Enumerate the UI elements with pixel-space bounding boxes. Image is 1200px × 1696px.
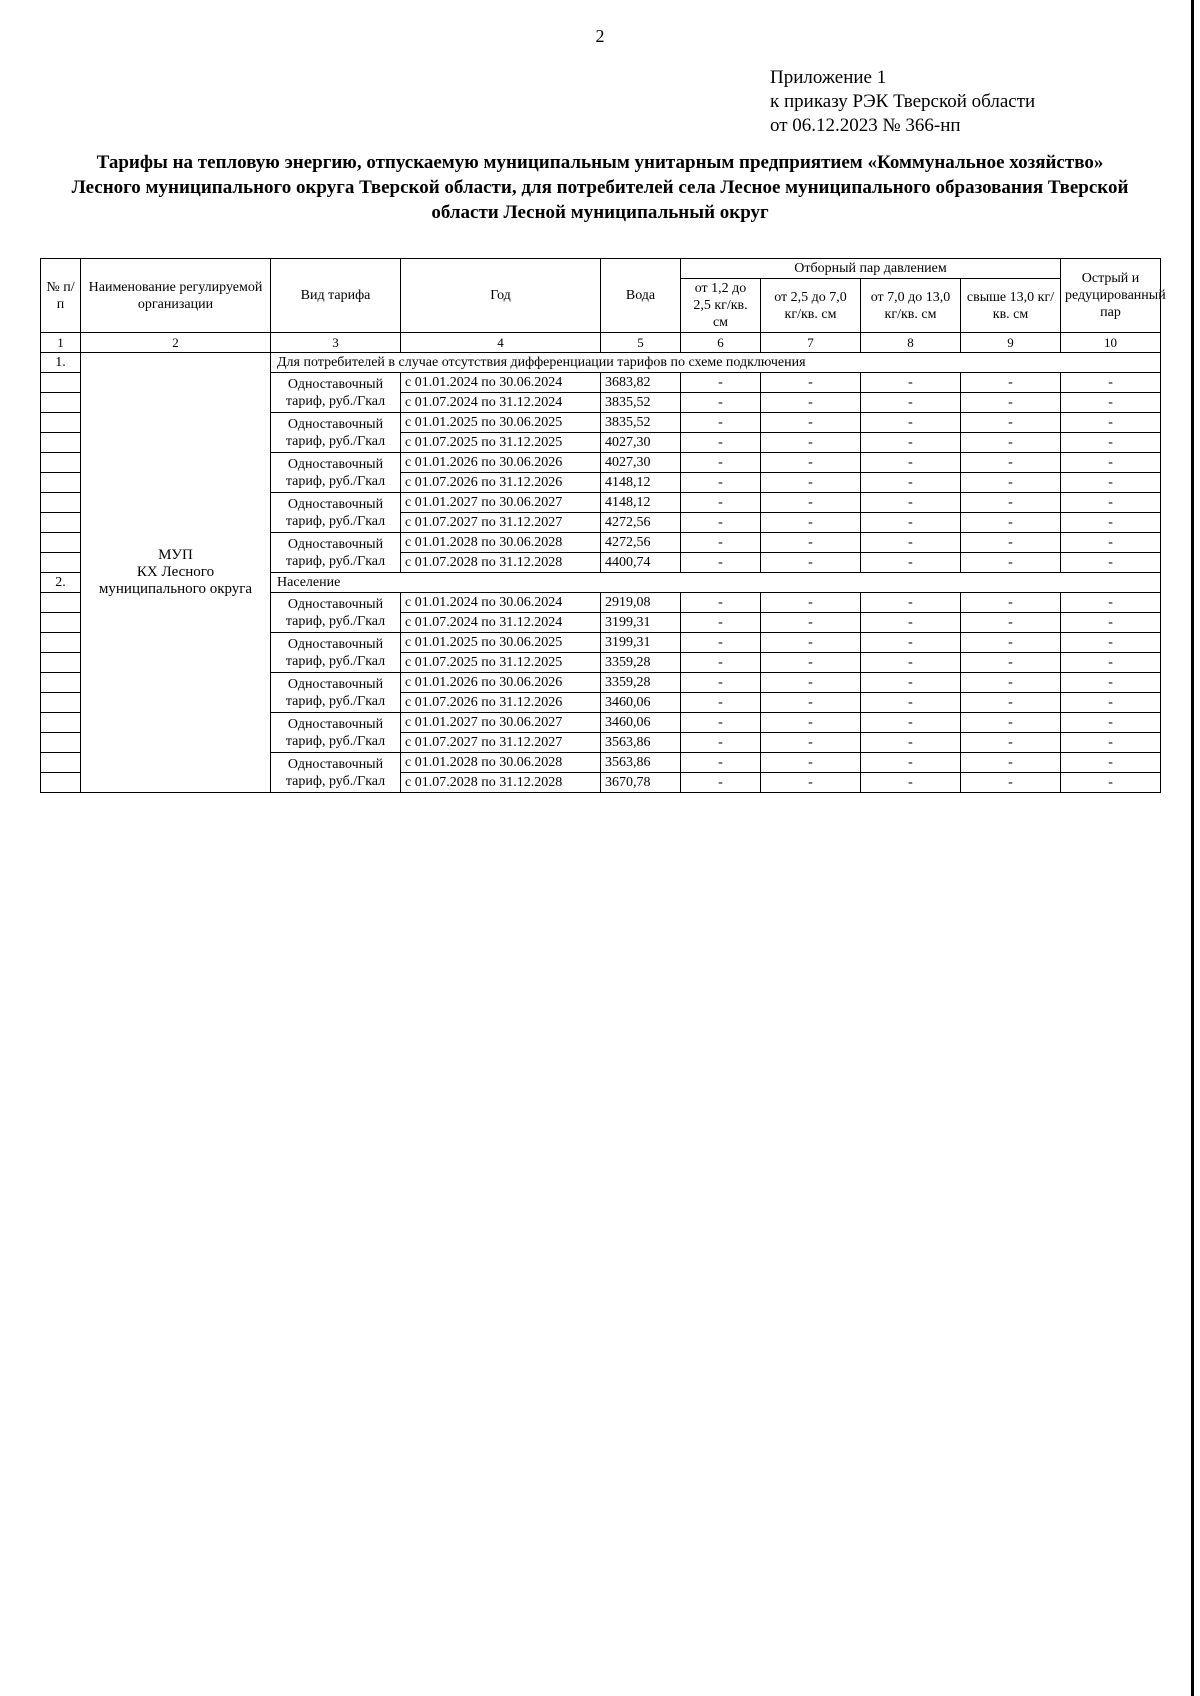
empty-tariff-cell: - — [1061, 713, 1161, 733]
empty-tariff-cell: - — [761, 493, 861, 513]
empty-tariff-cell: - — [1061, 613, 1161, 633]
header-type: Вид тарифа — [271, 259, 401, 333]
col-number: 9 — [961, 333, 1061, 353]
water-tariff-cell: 3835,52 — [601, 393, 681, 413]
col-number: 8 — [861, 333, 961, 353]
empty-tariff-cell: - — [681, 513, 761, 533]
header-pressure-1: от 1,2 до 2,5 кг/кв. см — [681, 279, 761, 333]
period-cell: с 01.01.2026 по 30.06.2026 — [401, 673, 601, 693]
period-cell: с 01.07.2028 по 31.12.2028 — [401, 553, 601, 573]
header-num: № п/п — [41, 259, 81, 333]
section-row — [41, 353, 1161, 373]
row-number-cell — [41, 653, 81, 673]
header-pressure-2: от 2,5 до 7,0 кг/кв. см — [761, 279, 861, 333]
empty-tariff-cell: - — [1061, 593, 1161, 613]
empty-tariff-cell: - — [681, 613, 761, 633]
empty-tariff-cell: - — [681, 453, 761, 473]
empty-tariff-cell: - — [961, 553, 1061, 573]
empty-tariff-cell: - — [961, 433, 1061, 453]
empty-tariff-cell: - — [681, 493, 761, 513]
col-number: 3 — [271, 333, 401, 353]
tariff-type-cell: Одноставочный тариф, руб./Гкал — [271, 633, 401, 673]
empty-tariff-cell: - — [681, 693, 761, 713]
water-tariff-cell: 3835,52 — [601, 413, 681, 433]
empty-tariff-cell: - — [961, 593, 1061, 613]
header-pressure-4: свыше 13,0 кг/кв. см — [961, 279, 1061, 333]
empty-tariff-cell: - — [1061, 533, 1161, 553]
tariff-type-cell: Одноставочный тариф, руб./Гкал — [271, 533, 401, 573]
empty-tariff-cell: - — [761, 373, 861, 393]
empty-tariff-cell: - — [961, 473, 1061, 493]
empty-tariff-cell: - — [861, 473, 961, 493]
empty-tariff-cell: - — [861, 393, 961, 413]
empty-tariff-cell: - — [961, 633, 1061, 653]
empty-tariff-cell: - — [761, 753, 861, 773]
period-cell: с 01.07.2025 по 31.12.2025 — [401, 653, 601, 673]
empty-tariff-cell: - — [761, 693, 861, 713]
col-number: 1 — [41, 333, 81, 353]
tariff-type-cell: Одноставочный тариф, руб./Гкал — [271, 453, 401, 493]
tariff-type-cell: Одноставочный тариф, руб./Гкал — [271, 373, 401, 413]
appendix-line-2: к приказу РЭК Тверской области — [770, 91, 1036, 112]
header-steam-group: Отборный пар давлением — [681, 259, 1061, 279]
row-number-cell — [41, 733, 81, 753]
empty-tariff-cell: - — [761, 513, 861, 533]
water-tariff-cell: 3460,06 — [601, 713, 681, 733]
empty-tariff-cell: - — [861, 733, 961, 753]
empty-tariff-cell: - — [961, 613, 1061, 633]
empty-tariff-cell: - — [861, 493, 961, 513]
water-tariff-cell: 2919,08 — [601, 593, 681, 613]
period-cell: с 01.01.2026 по 30.06.2026 — [401, 453, 601, 473]
water-tariff-cell: 3670,78 — [601, 773, 681, 793]
tariff-type-cell: Одноставочный тариф, руб./Гкал — [271, 593, 401, 633]
empty-tariff-cell: - — [861, 413, 961, 433]
row-number-cell — [41, 473, 81, 493]
empty-tariff-cell: - — [681, 673, 761, 693]
empty-tariff-cell: - — [1061, 633, 1161, 653]
document-title: Тарифы на тепловую энергию, отпускаемую муниципальным унитарным предприятием «Коммунальное хозяйство» Лесного муниципального округа Тверской области, для потребителей села Лесное муниципального образования Тверской области Лесной муниципальный округ — [71, 152, 1129, 223]
empty-tariff-cell: - — [861, 673, 961, 693]
empty-tariff-cell: - — [861, 693, 961, 713]
empty-tariff-cell: - — [761, 593, 861, 613]
empty-tariff-cell: - — [861, 753, 961, 773]
empty-tariff-cell: - — [1061, 453, 1161, 473]
period-cell: с 01.07.2025 по 31.12.2025 — [401, 433, 601, 453]
water-tariff-cell: 3563,86 — [601, 733, 681, 753]
empty-tariff-cell: - — [681, 413, 761, 433]
col-number: 6 — [681, 333, 761, 353]
water-tariff-cell: 3563,86 — [601, 753, 681, 773]
empty-tariff-cell: - — [1061, 433, 1161, 453]
header-row-1 — [41, 259, 1161, 279]
water-tariff-cell: 4148,12 — [601, 473, 681, 493]
row-number-cell — [41, 713, 81, 733]
empty-tariff-cell: - — [1061, 393, 1161, 413]
row-number-cell — [41, 453, 81, 473]
row-number-cell — [41, 413, 81, 433]
period-cell: с 01.01.2024 по 30.06.2024 — [401, 373, 601, 393]
scan-edge-rule — [1191, 0, 1194, 1696]
period-cell: с 01.01.2025 по 30.06.2025 — [401, 413, 601, 433]
water-tariff-cell: 3359,28 — [601, 673, 681, 693]
empty-tariff-cell: - — [961, 393, 1061, 413]
period-cell: с 01.07.2024 по 31.12.2024 — [401, 613, 601, 633]
row-number-cell — [41, 533, 81, 553]
empty-tariff-cell: - — [681, 593, 761, 613]
empty-tariff-cell: - — [681, 733, 761, 753]
tariff-type-cell: Одноставочный тариф, руб./Гкал — [271, 493, 401, 533]
water-tariff-cell: 4027,30 — [601, 453, 681, 473]
empty-tariff-cell: - — [761, 393, 861, 413]
organization-line: муниципального округа — [98, 581, 253, 597]
empty-tariff-cell: - — [961, 513, 1061, 533]
header-water: Вода — [601, 259, 681, 333]
empty-tariff-cell: - — [1061, 673, 1161, 693]
col-number: 10 — [1061, 333, 1161, 353]
water-tariff-cell: 4400,74 — [601, 553, 681, 573]
empty-tariff-cell: - — [1061, 753, 1161, 773]
empty-tariff-cell: - — [761, 713, 861, 733]
empty-tariff-cell: - — [861, 513, 961, 533]
period-cell: с 01.07.2027 по 31.12.2027 — [401, 513, 601, 533]
empty-tariff-cell: - — [761, 433, 861, 453]
empty-tariff-cell: - — [761, 673, 861, 693]
period-cell: с 01.01.2027 по 30.06.2027 — [401, 493, 601, 513]
period-cell: с 01.01.2027 по 30.06.2027 — [401, 713, 601, 733]
empty-tariff-cell: - — [681, 533, 761, 553]
row-number-cell — [41, 773, 81, 793]
organization-name — [81, 353, 271, 793]
empty-tariff-cell: - — [961, 693, 1061, 713]
empty-tariff-cell: - — [681, 753, 761, 773]
empty-tariff-cell: - — [681, 633, 761, 653]
appendix-line-3: от 06.12.2023 № 366-нп — [770, 115, 961, 136]
appendix-line-1: Приложение 1 — [770, 67, 887, 88]
empty-tariff-cell: - — [1061, 413, 1161, 433]
empty-tariff-cell: - — [761, 613, 861, 633]
section-label: Население — [271, 573, 1161, 593]
water-tariff-cell: 3359,28 — [601, 653, 681, 673]
water-tariff-cell: 3199,31 — [601, 613, 681, 633]
empty-tariff-cell: - — [861, 773, 961, 793]
col-number: 5 — [601, 333, 681, 353]
empty-tariff-cell: - — [681, 653, 761, 673]
empty-tariff-cell: - — [1061, 693, 1161, 713]
empty-tariff-cell: - — [961, 753, 1061, 773]
empty-tariff-cell: - — [681, 473, 761, 493]
empty-tariff-cell: - — [761, 633, 861, 653]
row-number-cell — [41, 393, 81, 413]
period-cell: с 01.07.2026 по 31.12.2026 — [401, 473, 601, 493]
row-number-cell — [41, 493, 81, 513]
empty-tariff-cell: - — [1061, 373, 1161, 393]
empty-tariff-cell: - — [1061, 653, 1161, 673]
section-label: Для потребителей в случае отсутствия дифференциации тарифов по схеме подключения — [271, 353, 1161, 373]
empty-tariff-cell: - — [961, 653, 1061, 673]
empty-tariff-cell: - — [1061, 473, 1161, 493]
empty-tariff-cell: - — [861, 433, 961, 453]
row-number-cell — [41, 433, 81, 453]
water-tariff-cell: 4272,56 — [601, 513, 681, 533]
empty-tariff-cell: - — [861, 533, 961, 553]
row-number-cell — [41, 693, 81, 713]
organization-line: КХ Лесного — [136, 564, 215, 580]
empty-tariff-cell: - — [1061, 773, 1161, 793]
row-number-cell — [41, 373, 81, 393]
empty-tariff-cell: - — [961, 673, 1061, 693]
section-number: 1. — [41, 353, 81, 373]
row-number-cell — [41, 513, 81, 533]
row-number-cell — [41, 753, 81, 773]
empty-tariff-cell: - — [961, 773, 1061, 793]
empty-tariff-cell: - — [1061, 733, 1161, 753]
empty-tariff-cell: - — [681, 373, 761, 393]
period-cell: с 01.07.2027 по 31.12.2027 — [401, 733, 601, 753]
organization-line: МУП — [158, 547, 193, 563]
empty-tariff-cell: - — [861, 453, 961, 473]
water-tariff-cell: 3460,06 — [601, 693, 681, 713]
header-year: Год — [401, 259, 601, 333]
water-tariff-cell: 3683,82 — [601, 373, 681, 393]
column-number-row — [41, 333, 1161, 353]
empty-tariff-cell: - — [861, 553, 961, 573]
empty-tariff-cell: - — [861, 613, 961, 633]
period-cell: с 01.07.2024 по 31.12.2024 — [401, 393, 601, 413]
empty-tariff-cell: - — [961, 413, 1061, 433]
row-number-cell — [41, 593, 81, 613]
empty-tariff-cell: - — [1061, 493, 1161, 513]
empty-tariff-cell: - — [681, 433, 761, 453]
section-number: 2. — [41, 573, 81, 593]
tariff-table — [40, 258, 1166, 793]
header-sharp-steam: Острый и редуцированный пар — [1061, 259, 1161, 333]
tariff-type-cell: Одноставочный тариф, руб./Гкал — [271, 413, 401, 453]
period-cell: с 01.07.2028 по 31.12.2028 — [401, 773, 601, 793]
empty-tariff-cell: - — [761, 733, 861, 753]
empty-tariff-cell: - — [681, 393, 761, 413]
header-pressure-3: от 7,0 до 13,0 кг/кв. см — [861, 279, 961, 333]
period-cell: с 01.07.2026 по 31.12.2026 — [401, 693, 601, 713]
col-number: 7 — [761, 333, 861, 353]
empty-tariff-cell: - — [961, 733, 1061, 753]
empty-tariff-cell: - — [1061, 553, 1161, 573]
period-cell: с 01.01.2024 по 30.06.2024 — [401, 593, 601, 613]
empty-tariff-cell: - — [961, 453, 1061, 473]
empty-tariff-cell: - — [961, 713, 1061, 733]
empty-tariff-cell: - — [861, 653, 961, 673]
empty-tariff-cell: - — [761, 653, 861, 673]
water-tariff-cell: 3199,31 — [601, 633, 681, 653]
col-number: 2 — [81, 333, 271, 353]
tariff-type-cell: Одноставочный тариф, руб./Гкал — [271, 753, 401, 793]
row-number-cell — [41, 673, 81, 693]
empty-tariff-cell: - — [761, 413, 861, 433]
water-tariff-cell: 4272,56 — [601, 533, 681, 553]
tariff-type-cell: Одноставочный тариф, руб./Гкал — [271, 673, 401, 713]
empty-tariff-cell: - — [681, 773, 761, 793]
appendix-block — [770, 66, 1035, 138]
empty-tariff-cell: - — [681, 713, 761, 733]
row-number-cell — [41, 633, 81, 653]
period-cell: с 01.01.2025 по 30.06.2025 — [401, 633, 601, 653]
header-org: Наименование регулируемой организации — [81, 259, 271, 333]
empty-tariff-cell: - — [761, 553, 861, 573]
empty-tariff-cell: - — [861, 373, 961, 393]
col-number: 4 — [401, 333, 601, 353]
empty-tariff-cell: - — [761, 473, 861, 493]
page-number: 2 — [595, 26, 605, 46]
period-cell: с 01.01.2028 по 30.06.2028 — [401, 533, 601, 553]
water-tariff-cell: 4027,30 — [601, 433, 681, 453]
row-number-cell — [41, 553, 81, 573]
water-tariff-cell: 4148,12 — [601, 493, 681, 513]
empty-tariff-cell: - — [861, 713, 961, 733]
period-cell: с 01.01.2028 по 30.06.2028 — [401, 753, 601, 773]
empty-tariff-cell: - — [681, 553, 761, 573]
row-number-cell — [41, 613, 81, 633]
tariff-type-cell: Одноставочный тариф, руб./Гкал — [271, 713, 401, 753]
empty-tariff-cell: - — [961, 373, 1061, 393]
empty-tariff-cell: - — [761, 453, 861, 473]
empty-tariff-cell: - — [861, 593, 961, 613]
empty-tariff-cell: - — [961, 533, 1061, 553]
empty-tariff-cell: - — [761, 773, 861, 793]
empty-tariff-cell: - — [1061, 513, 1161, 533]
empty-tariff-cell: - — [861, 633, 961, 653]
empty-tariff-cell: - — [961, 493, 1061, 513]
empty-tariff-cell: - — [761, 533, 861, 553]
